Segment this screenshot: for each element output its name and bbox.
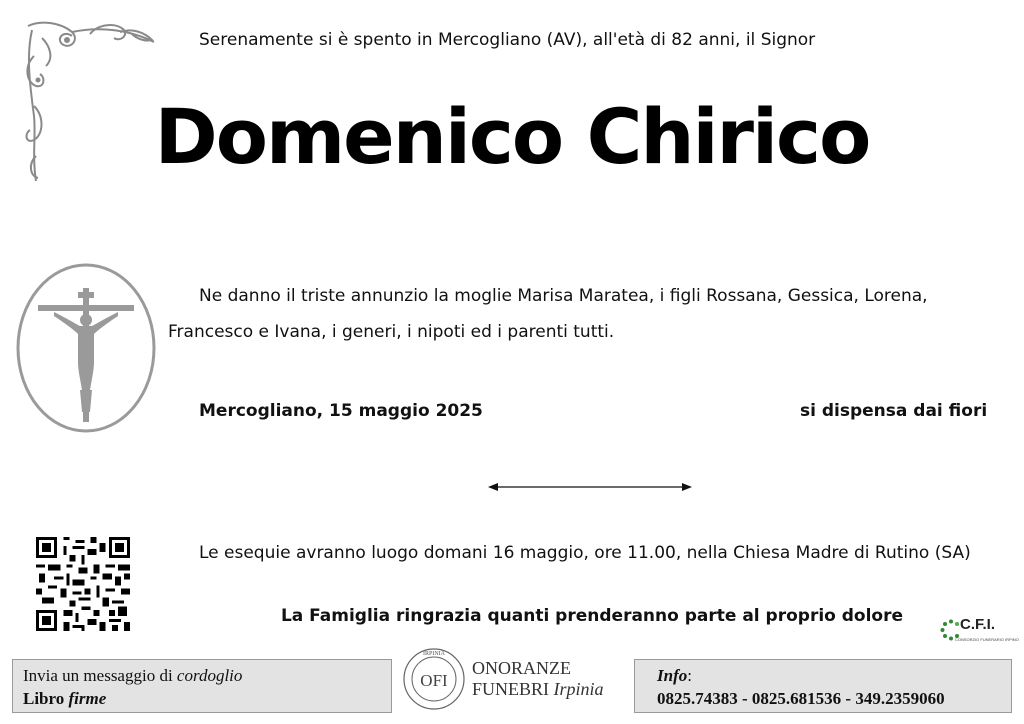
cfi-label: C.F.I.: [960, 616, 996, 633]
intro-text: Serenamente si è spento in Mercogliano (AV), all'età di 82 anni, il Signor: [199, 30, 816, 50]
crucifix-icon: [14, 262, 158, 434]
funeral-info: Le esequie avranno luogo domani 16 maggio, ore 11.00, nella Chiesa Madre di Rutino (SA): [199, 543, 971, 563]
brand-logo-text: IRPINIA: [423, 651, 445, 657]
condolence-link[interactable]: [23, 664, 381, 687]
info-label: Info: [657, 666, 688, 685]
brand-logo-icon: [402, 646, 466, 712]
info-colon: :: [687, 666, 692, 685]
deceased-name: Domenico Chirico: [154, 92, 870, 181]
brand-line2-prefix: FUNEBRI: [472, 679, 554, 699]
info-label-line: [657, 664, 989, 687]
guestbook-link[interactable]: [23, 687, 381, 710]
condolence-em: cordoglio: [176, 666, 243, 685]
cfi-subtitle: CONSORZIO FUNERARIO IRPINO: [955, 637, 1019, 642]
brand-line1: ONORANZE: [472, 658, 571, 678]
brand-line2: [472, 679, 604, 700]
flowers-note: si dispensa dai fiori: [800, 401, 988, 421]
info-phones[interactable]: 0825.74383 - 0825.681536 - 349.2359060: [657, 689, 945, 708]
thanks-text: La Famiglia ringrazia quanti prenderanno parte al proprio dolore: [280, 606, 904, 626]
guestbook-prefix: Libro: [23, 689, 69, 708]
condolence-box[interactable]: [12, 659, 392, 713]
divider-arrow-icon: [486, 479, 694, 495]
info-box: [634, 659, 1012, 713]
announcement-text: Ne danno il triste annunzio la moglie Marisa Maratea, i figli Rossana, Gessica, Lorena, Francesco e Ivana, i generi, i nipoti ed i parenti tutti.: [168, 286, 928, 342]
brand-line2-em: Irpinia: [553, 679, 604, 699]
condolence-prefix: Invia un messaggio di: [23, 666, 177, 685]
guestbook-em: firme: [68, 689, 107, 708]
place-date: Mercogliano, 15 maggio 2025: [199, 401, 483, 421]
brand-logo-monogram: OFI: [420, 671, 448, 690]
brand-name: [472, 658, 604, 700]
